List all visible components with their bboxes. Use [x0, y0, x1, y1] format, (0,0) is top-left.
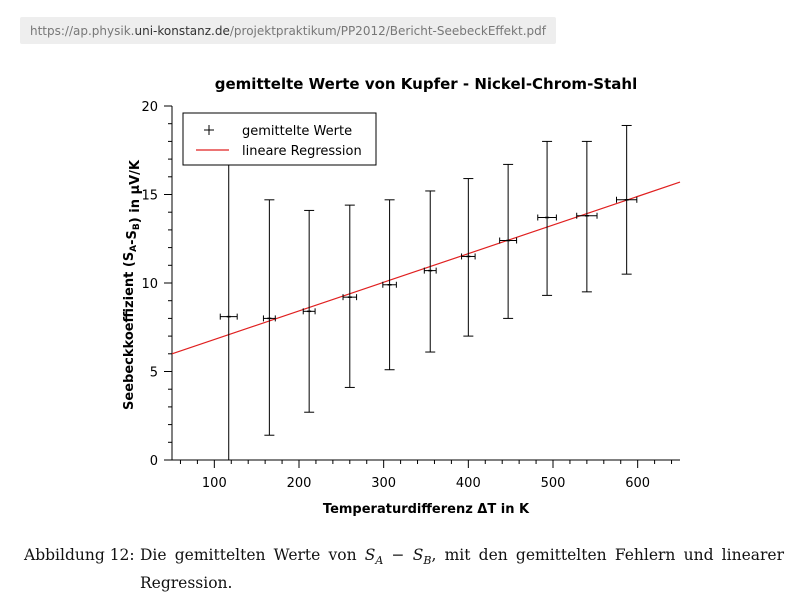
data-point — [617, 125, 637, 274]
url-domain: uni-konstanz.de — [134, 23, 230, 38]
x-tick-label: 400 — [455, 476, 481, 491]
url-prefix: https://ap.physik. — [30, 23, 135, 38]
caption-text — [140, 544, 784, 594]
x-tick-label: 500 — [540, 476, 566, 491]
data-point — [577, 141, 597, 291]
x-tick-label: 600 — [625, 476, 651, 491]
legend-label-regression: lineare Regression — [242, 144, 362, 159]
x-tick-label: 200 — [286, 476, 312, 491]
url-bar[interactable] — [20, 17, 556, 44]
y-tick-label: 20 — [141, 100, 158, 115]
y-tick-label: 5 — [149, 365, 158, 381]
data-point — [538, 141, 557, 295]
chart — [0, 60, 791, 530]
regression-line — [172, 182, 680, 354]
data-point — [343, 205, 357, 387]
chart-title: gemittelte Werte von Kupfer - Nickel-Chrom-Stahl — [214, 75, 638, 93]
data-point — [424, 191, 436, 352]
caption-text-after: , mit den gemittelten Fehlern und linearer Regression. — [140, 546, 784, 593]
figure-caption — [24, 544, 784, 594]
data-point — [500, 164, 517, 318]
caption-math: $S_A - S_B$ — [364, 546, 432, 568]
caption-label: Abbildung 12: — [24, 546, 135, 564]
y-tick-label: 15 — [141, 188, 158, 204]
data-point — [303, 210, 315, 412]
legend — [183, 113, 376, 165]
y-tick-label: 0 — [149, 454, 158, 469]
data-point — [383, 200, 397, 370]
x-tick-label: 300 — [371, 476, 397, 491]
x-tick-label: 100 — [201, 476, 227, 491]
data-point — [263, 200, 275, 435]
caption-text-before: Die gemittelten Werte von — [140, 546, 357, 564]
data-point — [462, 179, 476, 337]
y-axis-label: Seebeckkoeffizient $(S_A-S_B)$ in µV/K — [122, 160, 143, 410]
y-tick-label: 10 — [141, 277, 158, 292]
legend-label-data: gemittelte Werte — [242, 124, 353, 139]
url-path: /projektpraktikum/PP2012/Bericht-SeebeckEffekt.pdf — [229, 23, 546, 38]
x-axis-label: Temperaturdifferenz ΔT in K — [322, 502, 530, 517]
data-point — [220, 164, 237, 460]
